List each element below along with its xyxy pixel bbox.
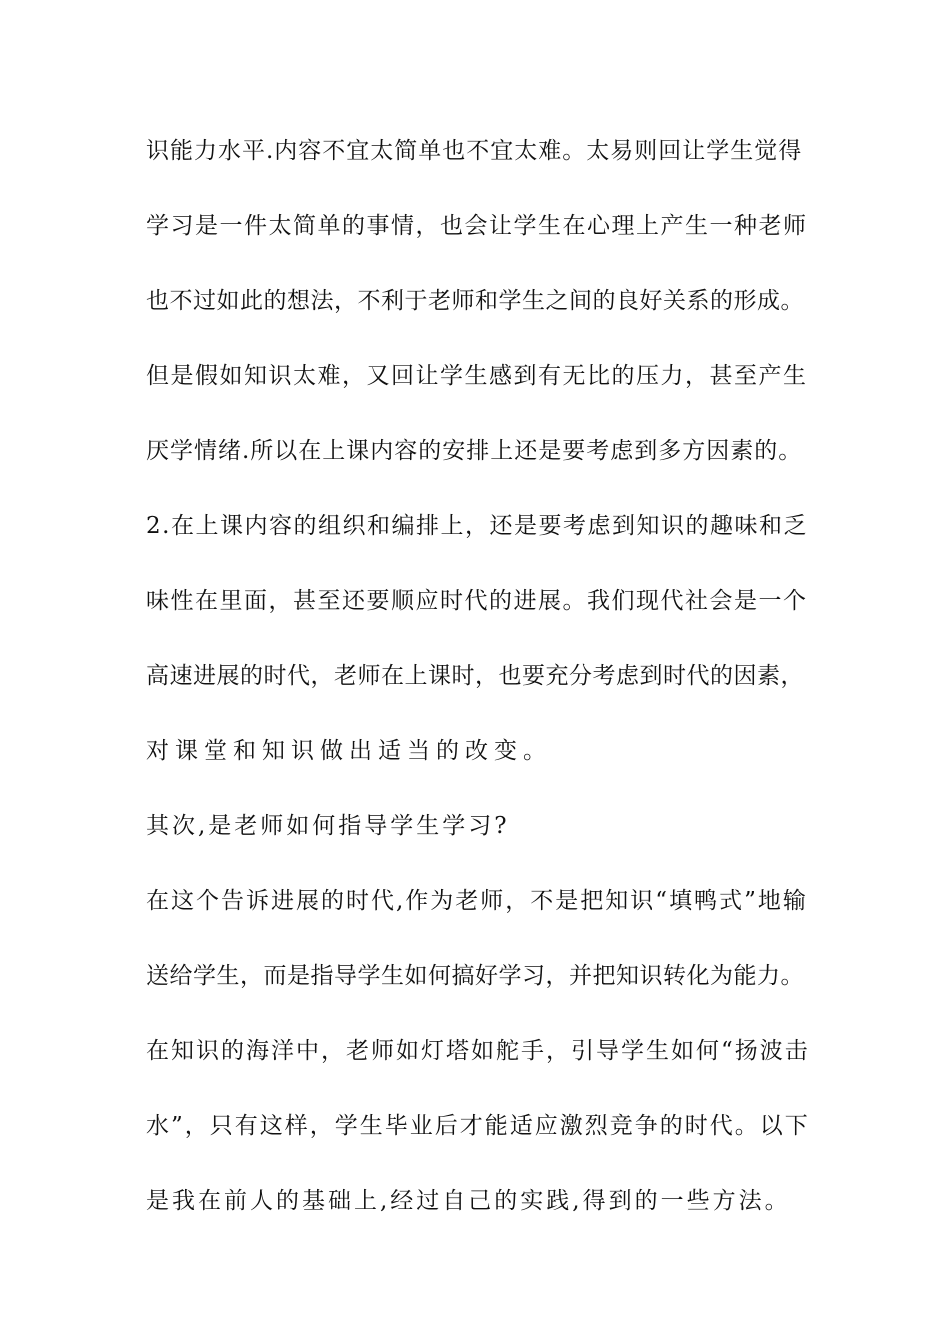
paragraph-line: 学习是一件太简单的事情，也会让学生在心理上产生一种老师 [146, 213, 808, 239]
paragraph-line: 也不过如此的想法，不利于老师和学生之间的良好关系的形成。 [146, 288, 804, 314]
paragraph-line: 识能力水平.内容不宜太简单也不宜太难。太易则回让学生觉得 [146, 138, 803, 164]
paragraph-line: 水”，只有这样，学生毕业后才能适应激烈竞争的时代。以下 [146, 1113, 810, 1139]
paragraph-line: 对课堂和知识做出适当的改变。 [146, 738, 552, 764]
list-item-line: 2.在上课内容的组织和编排上，还是要考虑到知识的趣味和乏 [146, 513, 808, 539]
paragraph-line: 在知识的海洋中，老师如灯塔如舵手，引导学生如何“扬波击 [146, 1038, 810, 1064]
paragraph-line: 厌学情绪.所以在上课内容的安排上还是要考虑到多方因素的。 [146, 438, 803, 464]
paragraph-line: 但是假如知识太难，又回让学生感到有无比的压力，甚至产生 [146, 363, 808, 389]
paragraph-line: 在这个告诉进展的时代,作为老师，不是把知识“填鸭式”地输 [146, 888, 808, 914]
paragraph-line: 味性在里面，甚至还要顺应时代的进展。我们现代社会是一个 [146, 588, 808, 614]
paragraph-line: 是我在前人的基础上,经过自己的实践,得到的一些方法。 [146, 1188, 791, 1214]
paragraph-line: 高速进展的时代，老师在上课时，也要充分考虑到时代的因素， [146, 663, 804, 689]
paragraph-line: 送给学生，而是指导学生如何搞好学习，并把知识转化为能力。 [146, 963, 804, 989]
section-heading-line: 其次,是老师如何指导学生学习? [146, 813, 510, 839]
